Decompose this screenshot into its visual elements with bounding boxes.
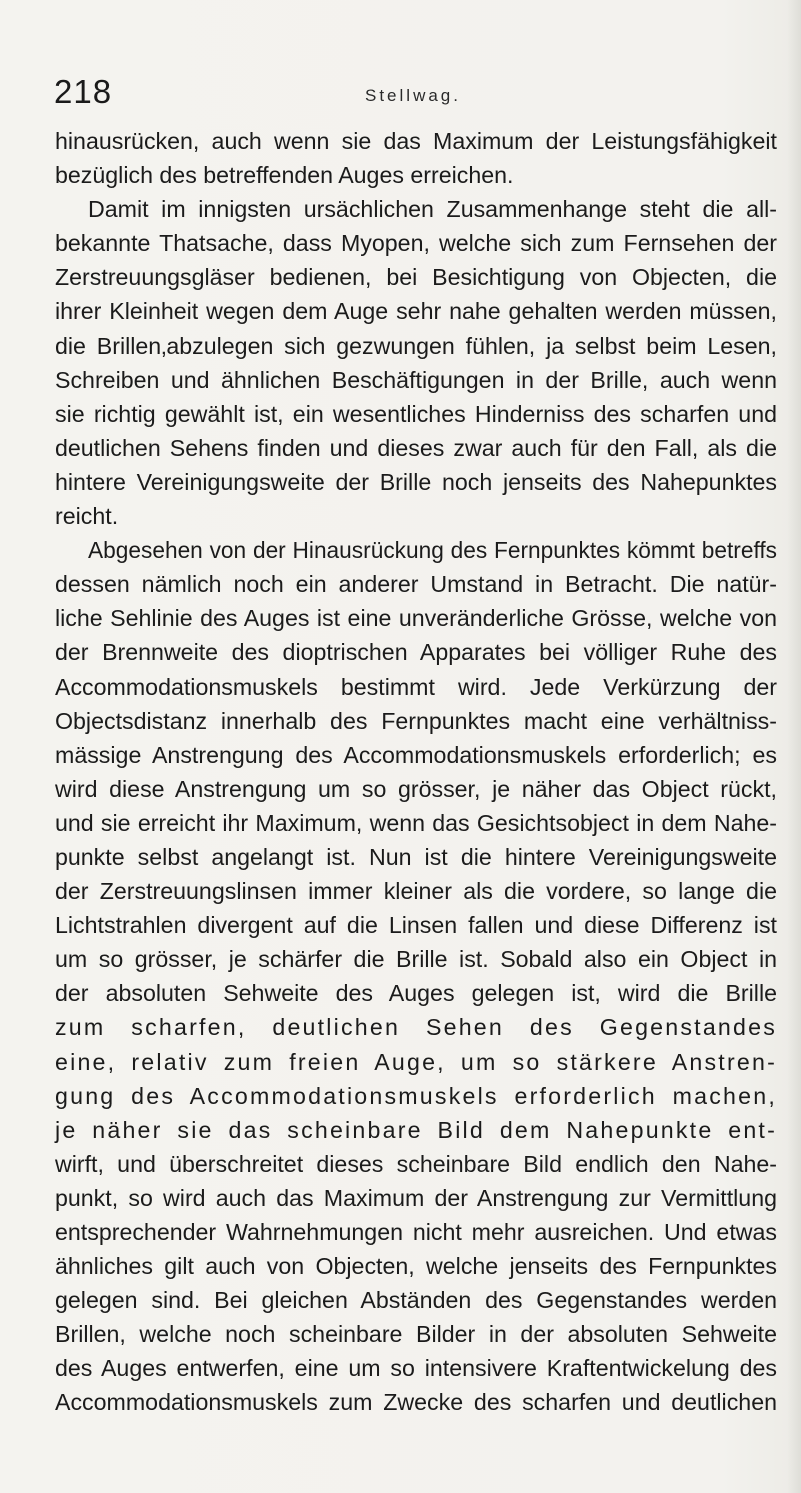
text-line: mässige Anstrengung des Accommodationsmuskels erforderlich; es [55, 741, 777, 768]
text-line: gung des Accommodationsmuskels erforderlich machen, [55, 1082, 777, 1109]
text-line: punkte selbst angelangt ist. Nun ist die hintere Vereinigungsweite [55, 843, 777, 870]
running-head: Stellwag. [365, 86, 461, 105]
text-line: liche Sehlinie des Auges ist eine unveränderliche Grösse, welche von [55, 605, 777, 632]
text-line: Abgesehen von der Hinausrückung des Fernpunktes kömmt betreffs [88, 537, 777, 564]
text-line: eine, relativ zum freien Auge, um so stärkere Anstren- [55, 1048, 777, 1075]
text-line: der Zerstreuungslinsen immer kleiner als die vordere, so lange die [55, 878, 777, 905]
text-line: Brillen, welche noch scheinbare Bilder in der absoluten Sehweite [55, 1321, 777, 1348]
text-line: ihrer Kleinheit wegen dem Auge sehr nahe gehalten werden müssen, [55, 298, 777, 325]
body-text [55, 124, 777, 1420]
page-edge-shadow [787, 0, 801, 1493]
text-line: bezüglich des betreffenden Auges erreichen. [55, 162, 514, 189]
text-line: Lichtstrahlen divergent auf die Linsen fallen und diese Differenz ist [55, 912, 777, 939]
text-line: je näher sie das scheinbare Bild dem Nahepunkte ent- [55, 1116, 777, 1143]
text-line: Zerstreuungsgläser bedienen, bei Besichtigung von Objecten, die [55, 264, 777, 291]
text-line: Damit im innigsten ursächlichen Zusammenhange steht die all- [88, 196, 777, 223]
text-line: Objectsdistanz innerhalb des Fernpunktes macht eine verhältniss- [55, 707, 777, 734]
text-line: hinausrücken, auch wenn sie das Maximum der Leistungsfähigkeit [55, 128, 777, 154]
text-line: bekannte Thatsache, dass Myopen, welche sich zum Fernsehen der [55, 230, 777, 257]
text-line: dessen nämlich noch ein anderer Umstand in Betracht. Die natür- [55, 571, 777, 598]
text-line: die Brillen‚abzulegen sich gezwungen fühlen, ja selbst beim Lesen, [55, 332, 777, 359]
text-line: der Brennweite des dioptrischen Apparates bei völliger Ruhe des [55, 639, 777, 666]
text-line: wirft, und überschreitet dieses scheinbare Bild endlich den Nahe- [55, 1150, 777, 1177]
text-line: deutlichen Sehens finden und dieses zwar auch für den Fall, als die [55, 434, 777, 461]
text-line: sie richtig gewählt ist, ein wesentliches Hinderniss des scharfen und [55, 400, 777, 427]
text-line: wird diese Anstrengung um so grösser, je näher das Object rückt, [55, 775, 777, 802]
text-line: Schreiben und ähnlichen Beschäftigungen in der Brille, auch wenn [55, 366, 777, 393]
text-line: zum scharfen, deutlichen Sehen des Gegenstandes [55, 1014, 777, 1041]
page-number: 218 [54, 73, 113, 110]
text-line: hintere Vereinigungsweite der Brille noch jenseits des Nahepunktes [55, 468, 777, 495]
page-header [54, 74, 774, 114]
text-line: gelegen sind. Bei gleichen Abständen des Gegenstandes werden [55, 1287, 777, 1314]
text-line: ähnliches gilt auch von Objecten, welche jenseits des Fernpunktes [55, 1253, 777, 1280]
text-line: reicht. [55, 503, 119, 530]
text-line: der absoluten Sehweite des Auges gelegen ist, wird die Brille [55, 980, 777, 1007]
text-line: und sie erreicht ihr Maximum, wenn das Gesichtsobject in dem Nahe- [55, 809, 777, 836]
text-line: punkt, so wird auch das Maximum der Anstrengung zur Vermittlung [55, 1184, 777, 1211]
text-line: um so grösser, je schärfer die Brille ist. Sobald also ein Object in [55, 946, 777, 973]
text-line: Accommodationsmuskels zum Zwecke des scharfen und deutlichen [55, 1389, 777, 1416]
text-line: entsprechender Wahrnehmungen nicht mehr ausreichen. Und etwas [55, 1219, 777, 1245]
text-line: des Auges entwerfen, eine um so intensivere Kraftentwickelung des [55, 1355, 777, 1382]
text-line: Accommodationsmuskels bestimmt wird. Jede Verkürzung der [55, 673, 777, 700]
